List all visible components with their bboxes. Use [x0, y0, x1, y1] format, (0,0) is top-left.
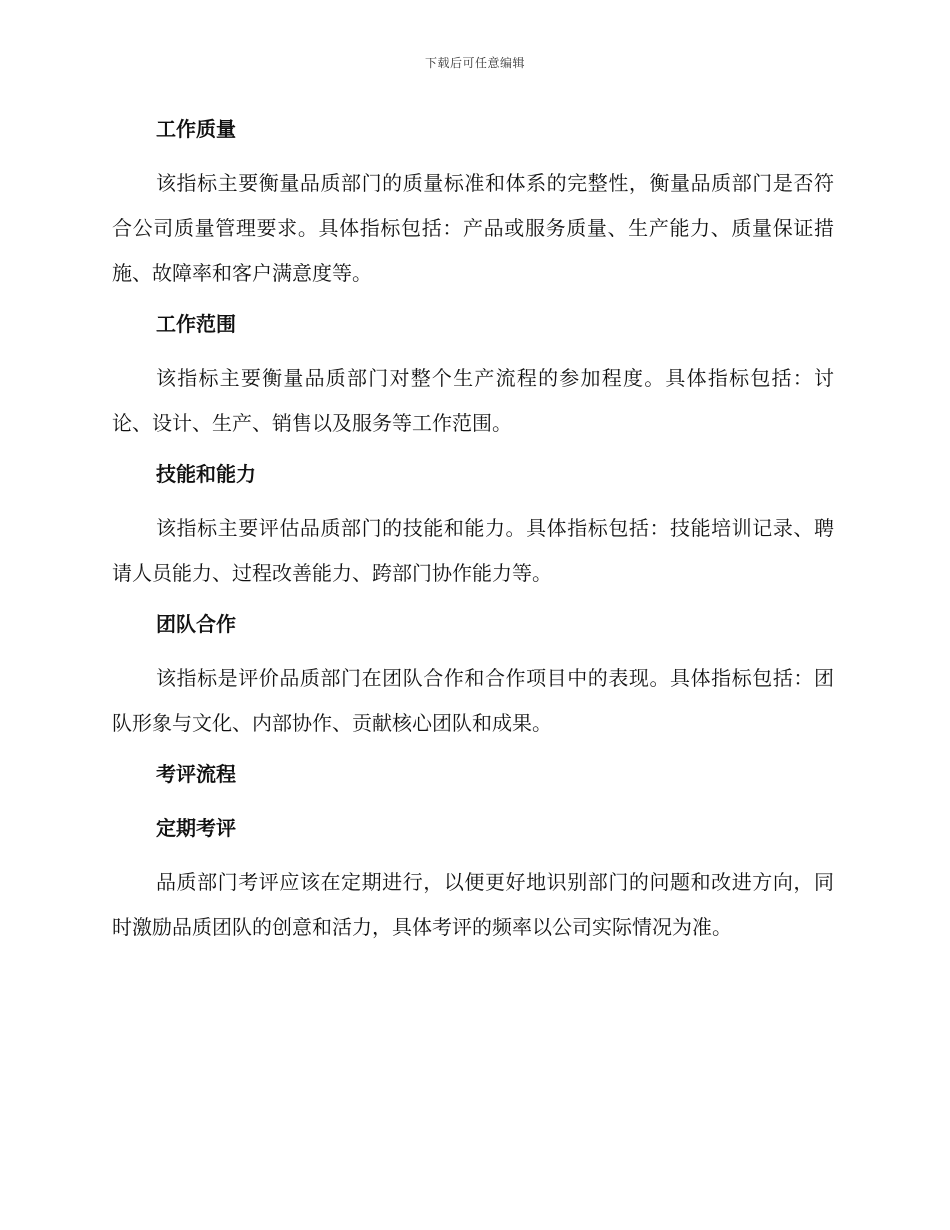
paragraph-periodic-review: 品质部门考评应该在定期进行，以便更好地识别部门的问题和改进方向，同时激励品质团队的创意和活力，具体考评的频率以公司实际情况为准。: [112, 870, 834, 939]
section-heading-review-process: 考评流程: [156, 762, 236, 786]
section-heading-work-scope: 工作范围: [156, 312, 236, 336]
document-body: [112, 113, 834, 962]
paragraph-skills: 该指标主要评估品质部门的技能和能力。具体指标包括：技能培训记录、聘请人员能力、过程改善能力、跨部门协作能力等。: [112, 516, 834, 585]
section-heading-teamwork: 团队合作: [156, 612, 236, 636]
paragraph-teamwork: 该指标是评价品质部门在团队合作和合作项目中的表现。具体指标包括：团队形象与文化、内部协作、贡献核心团队和成果。: [112, 666, 834, 735]
header-note: 下载后可任意编辑: [424, 56, 525, 70]
paragraph-work-quality: 该指标主要衡量品质部门的质量标准和体系的完整性，衡量品质部门是否符合公司质量管理要求。具体指标包括：产品或服务质量、生产能力、质量保证措施、故障率和客户满意度等。: [112, 171, 834, 285]
section-heading-work-quality: 工作质量: [156, 117, 236, 141]
paragraph-work-scope: 该指标主要衡量品质部门对整个生产流程的参加程度。具体指标包括：讨论、设计、生产、销售以及服务等工作范围。: [112, 366, 834, 435]
section-heading-periodic-review: 定期考评: [156, 816, 236, 840]
section-heading-skills: 技能和能力: [156, 462, 256, 486]
